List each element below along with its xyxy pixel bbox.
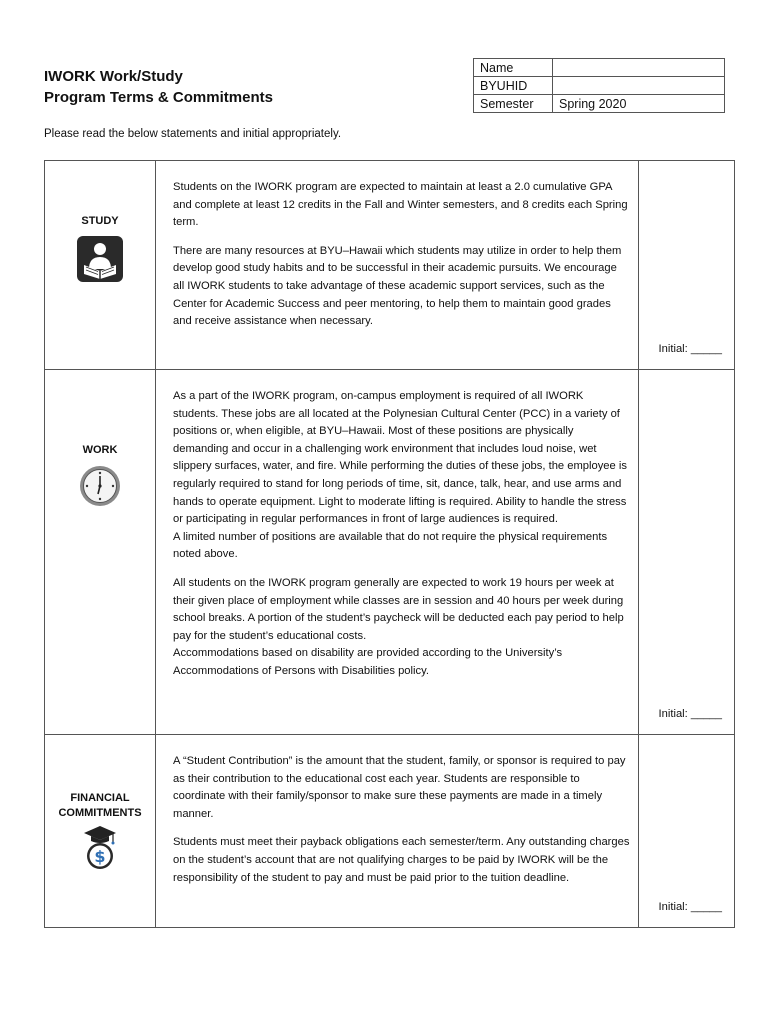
terms-table — [44, 160, 735, 928]
name-label: Name — [474, 59, 553, 77]
study-label-cell — [45, 161, 156, 370]
financial-label: FINANCIAL — [70, 792, 130, 804]
form-title — [44, 66, 273, 108]
work-label-cell — [45, 370, 156, 735]
financial-paragraph: A “Student Contribution” is the amount that the student, family, or sponsor is required to pay as their contribution to the educational cost each year. Students are responsible to coordinate with their family/sponsor to make sure these payments are made in a timely manner. — [173, 755, 626, 820]
work-paragraph: As a part of the IWORK program, on-campus employment is required of all IWORK students. These jobs are all located at the Polynesian Cultural Center (PCC) in a variety of positions or, when eligible, at BYU–Hawaii. Most of these positions are physically demanding and occur in a challenging work environment that includes loud noise, wet slippery surfaces, water, and fire. While performing the duties of these jobs, the employee is regularly required to stand for long periods of time, sit, dance, talk, hear, and use arms and hands to operate equipment. Light to moderate lifting is required. Ability to handle the stress or participating in regular performances in front of large audiences is required. — [173, 390, 627, 526]
student-info-table — [473, 58, 725, 113]
study-initial-cell[interactable] — [639, 161, 735, 370]
financial-text-cell — [156, 735, 639, 928]
work-label: WORK — [82, 444, 118, 456]
work-section — [45, 370, 735, 735]
intro-text: Please read the below statements and initial appropriately. — [44, 128, 342, 140]
work-text-cell — [156, 370, 639, 735]
study-section — [45, 161, 735, 370]
financial-label-cell — [45, 735, 156, 928]
form-title-line2: Program Terms & Commitments — [44, 89, 273, 106]
byuhid-field[interactable] — [553, 77, 725, 95]
study-initial-field[interactable]: Initial: _____ — [658, 343, 722, 355]
semester-field[interactable]: Spring 2020 — [553, 95, 725, 113]
work-paragraph: All students on the IWORK program generally are expected to work 19 hours per week at their given place of employment while classes are in session and 40 hours per week during school breaks. A portion of the student’s paycheck will be deducted each pay period to help pay for the student’s educational costs. — [173, 576, 624, 642]
study-reading-icon — [76, 235, 124, 283]
work-initial-field[interactable]: Initial: _____ — [658, 708, 722, 720]
semester-label: Semester — [474, 95, 553, 113]
study-paragraph: There are many resources at BYU–Hawaii which students may utilize in order to help them develop good study habits and to be successful in their academic pursuits. We encourage all IWORK students to take advantage of these academic support services, such as the Center for Academic Success and peer mentoring, to help them to maintain good grades and receive assistance when necessary. — [173, 244, 622, 328]
semester-row — [474, 95, 725, 113]
form-title-line1: IWORK Work/Study — [44, 68, 183, 85]
study-text-cell — [156, 161, 639, 370]
byuhid-label: BYUHID — [474, 77, 553, 95]
financial-section — [45, 735, 735, 928]
work-initial-cell[interactable] — [639, 370, 735, 735]
study-label: STUDY — [81, 215, 119, 227]
work-paragraph: Accommodations based on disability are provided according to the University’s Accommodations of Persons with Disabilities policy. — [173, 647, 563, 677]
work-paragraph: A limited number of positions are available that do not require the physical requirements noted above. — [173, 530, 608, 561]
financial-label: COMMITMENTS — [58, 807, 142, 819]
study-paragraph: Students on the IWORK program are expected to maintain at least a 2.0 cumulative GPA and complete at least 12 credits in the Fall and Winter semesters, and 8 credits each Spring term. — [173, 181, 628, 229]
financial-initial-field[interactable]: Initial: _____ — [658, 901, 722, 913]
clock-icon — [78, 464, 122, 508]
svg-text:$: $ — [94, 847, 106, 866]
graduation-dollar-icon — [80, 824, 120, 870]
name-field[interactable] — [553, 59, 725, 77]
byuhid-row — [474, 77, 725, 95]
name-row — [474, 59, 725, 77]
financial-paragraph: Students must meet their payback obligations each semester/term. Any outstanding charges on the student’s account that are not qualifying charges to be paid by IWORK will be the responsibility of the student to pay and must be paid prior to the tuition deadline. — [173, 836, 630, 884]
financial-initial-cell[interactable] — [639, 735, 735, 928]
